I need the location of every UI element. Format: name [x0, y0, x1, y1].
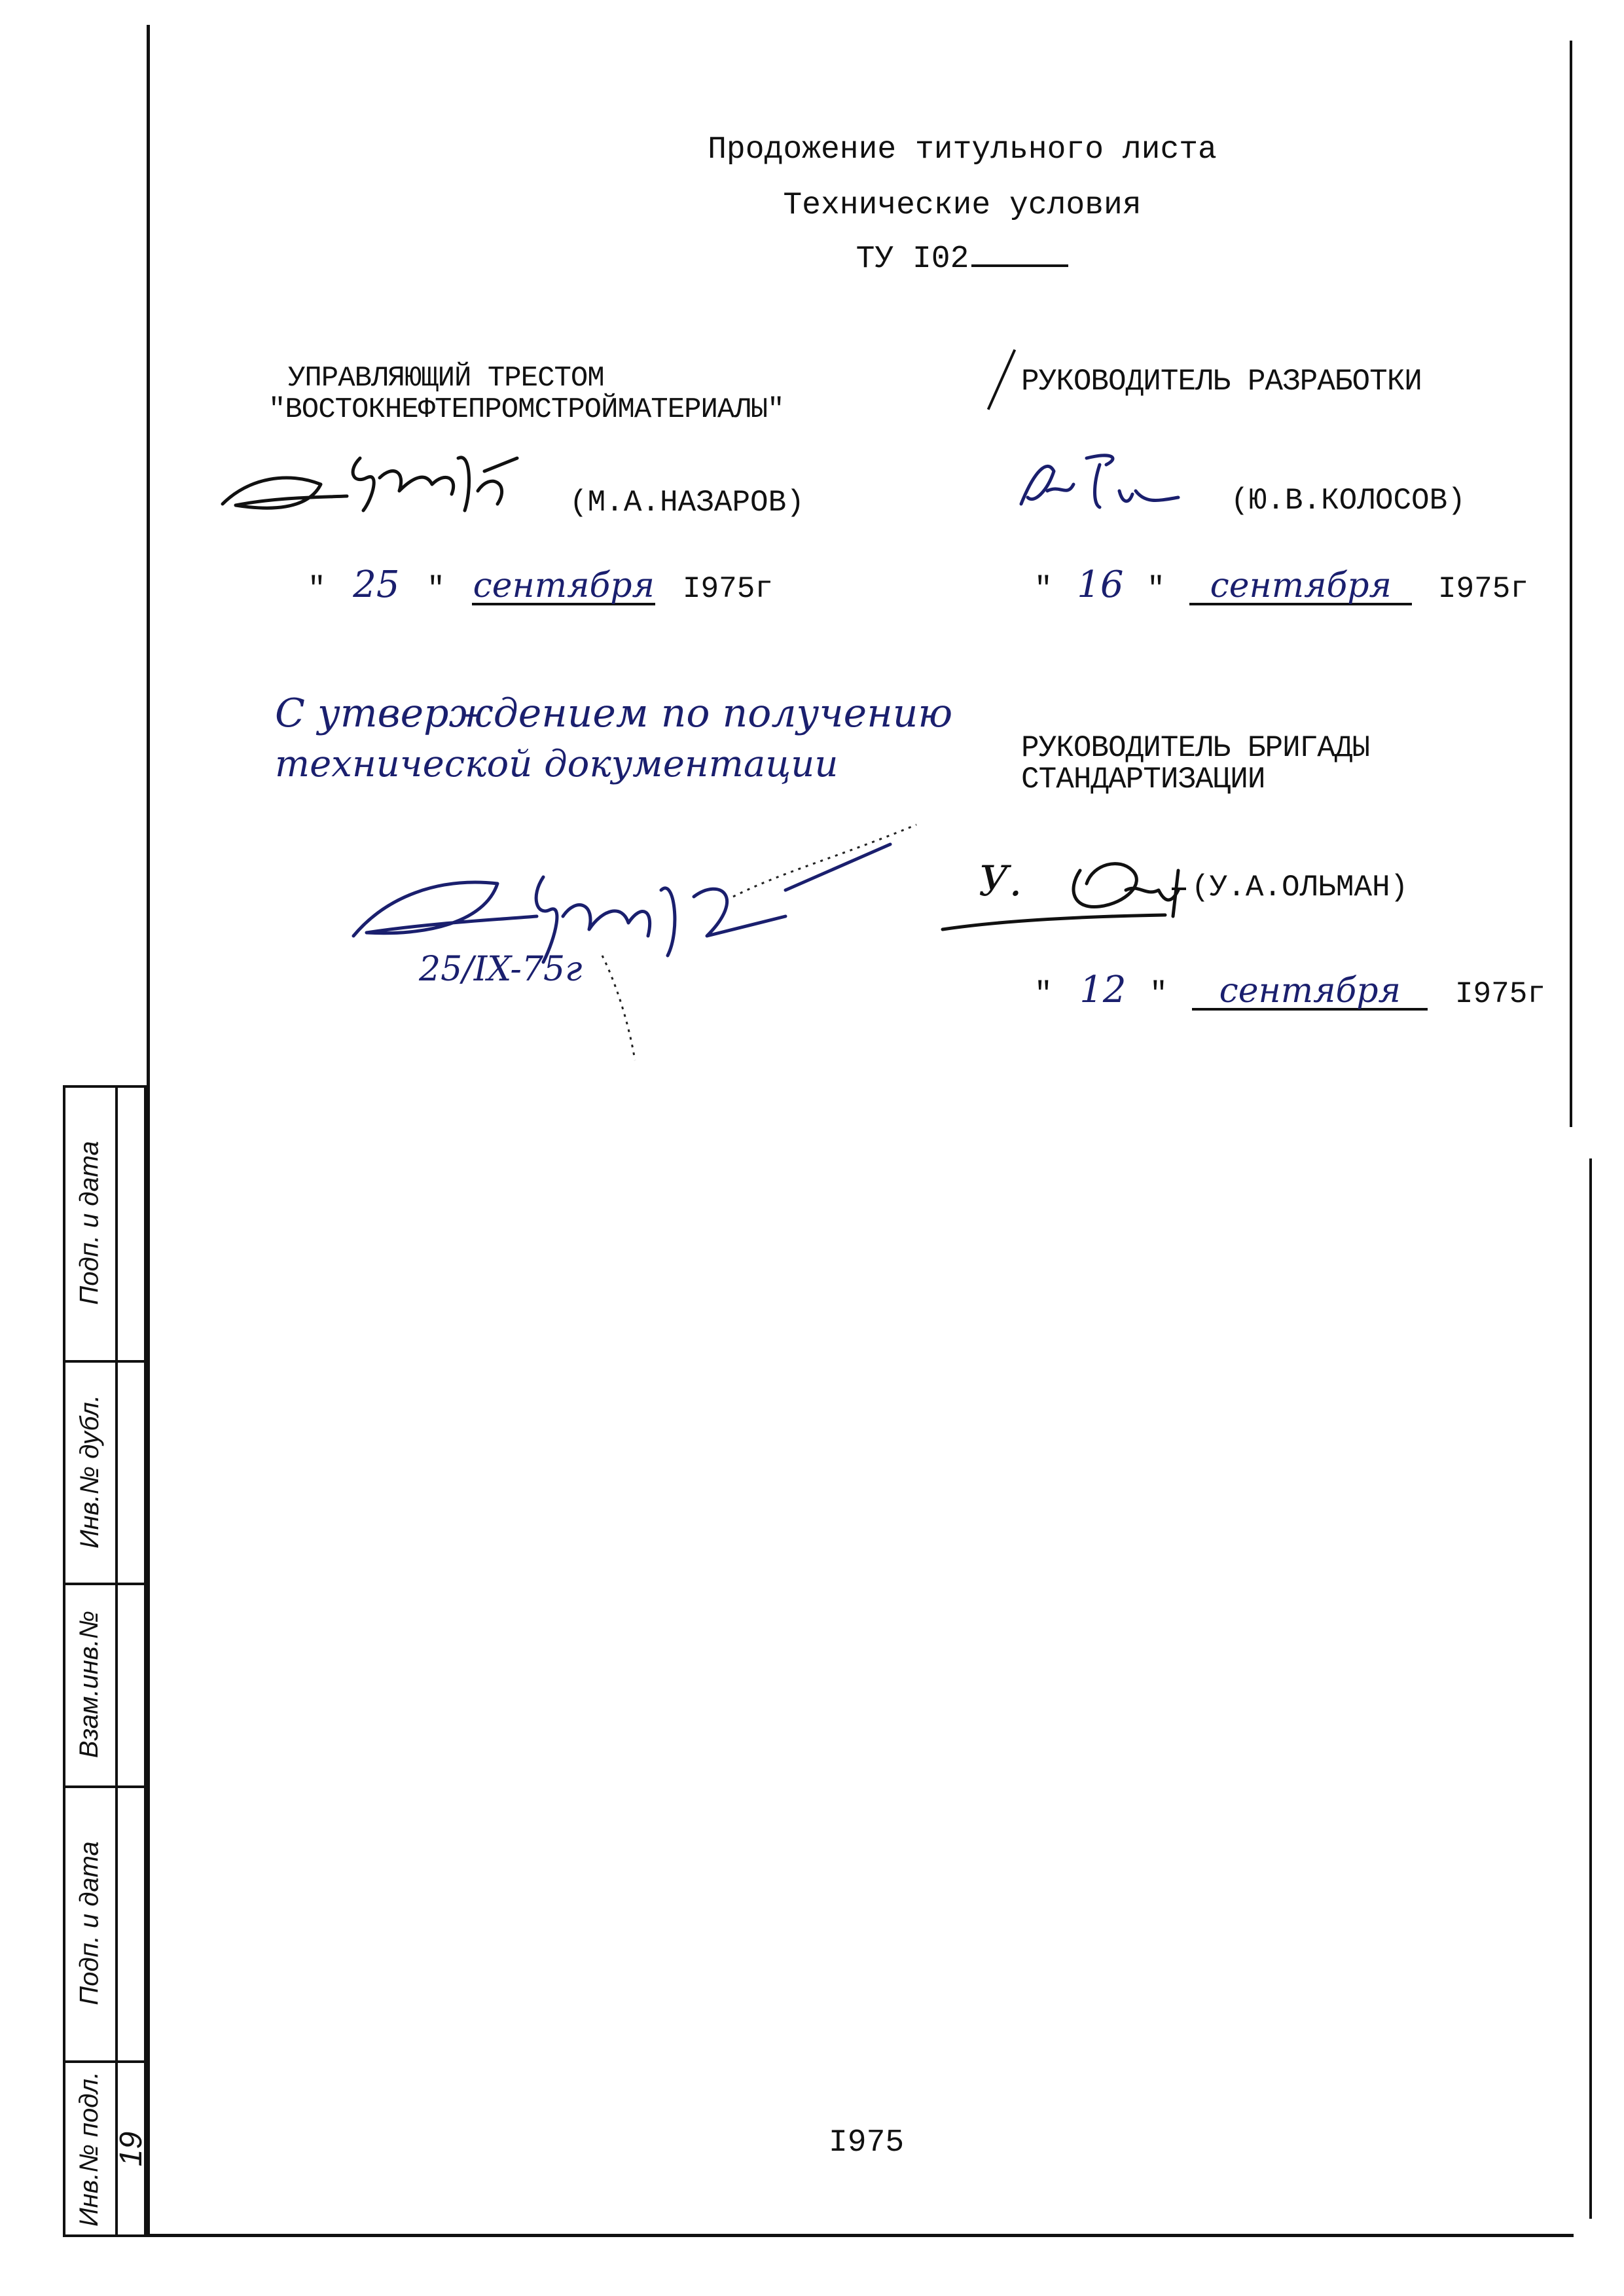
inv-value: 19 — [114, 2131, 149, 2166]
header-line-1: Продожение титульного листа — [708, 132, 1217, 168]
right1-date-month: сентября — [1189, 569, 1412, 605]
right2-title-2: СТАНДАРТИЗАЦИИ — [1021, 762, 1265, 797]
left-date-year: I975г — [682, 572, 773, 606]
side-stamp — [63, 1085, 147, 2237]
left-date-day: 25 — [353, 564, 400, 606]
side-label-2: Инв.№ дубл. — [75, 1394, 104, 1549]
right2-date — [1034, 969, 1545, 1011]
right2-date-month: сентября — [1192, 974, 1428, 1011]
page-frame — [147, 25, 1574, 2237]
left-title-1: УПРАВЛЯЮЩИЙ ТРЕСТОМ — [288, 362, 604, 395]
nazarov-signature — [209, 432, 615, 537]
right2-date-quote-close: " — [1149, 977, 1168, 1011]
note-date: 25/IX-75г — [419, 950, 583, 989]
note-line-1: С утверждением по получению — [275, 691, 953, 736]
right2-title-1: РУКОВОДИТЕЛЬ БРИГАДЫ — [1021, 731, 1370, 765]
right2-date-year: I975г — [1454, 977, 1545, 1011]
header-line-3 — [674, 243, 1250, 275]
tu-number: ТУ I02 — [856, 242, 969, 277]
side-label-3: Взам.инв.№ — [75, 1610, 104, 1758]
side-label-5: Инв.№ подл. — [75, 2071, 104, 2227]
olman-signature — [929, 844, 1224, 936]
right1-name: (Ю.В.КОЛОСОВ) — [1231, 484, 1466, 518]
left-title-2: "ВОСТОКНЕФТЕПРОМСТРОЙМАТЕРИАЛЫ" — [268, 393, 784, 426]
right1-date-day: 16 — [1077, 564, 1124, 606]
header-line-2: Технические условия — [783, 188, 1142, 223]
left-name: (М.А.НАЗАРОВ) — [569, 486, 804, 520]
approval-signature — [327, 798, 956, 1073]
left-date-quote-close: " — [427, 572, 445, 606]
right2-name: (У.А.ОЛЬМАН) — [1191, 870, 1409, 905]
right2-date-day: 12 — [1079, 969, 1127, 1011]
dash-mark — [1172, 888, 1186, 890]
left-date-month: сентября — [473, 566, 655, 605]
right1-date-quote-close: " — [1147, 572, 1165, 606]
olman-initial: У. — [979, 857, 1022, 906]
tu-blank — [971, 245, 1068, 267]
side-label-4: Подп. и дата — [75, 1840, 104, 2005]
right1-title: РУКОВОДИТЕЛЬ РАЗРАБОТКИ — [1021, 365, 1422, 399]
right1-date — [1034, 564, 1528, 606]
frame-right-edge-lower — [1589, 1158, 1592, 2219]
side-label-1: Подп. и дата — [75, 1140, 104, 1305]
left-date-quote-open: " — [308, 572, 326, 606]
right1-date-quote-open: " — [1034, 572, 1053, 606]
note-line-2: технической документации — [275, 743, 839, 785]
kolosov-signature — [1008, 445, 1204, 524]
right2-date-quote-open: " — [1034, 977, 1053, 1011]
left-date — [308, 564, 773, 606]
frame-right-edge — [1570, 41, 1572, 1127]
footer-year: I975 — [829, 2125, 905, 2161]
right1-date-year: I975г — [1437, 572, 1528, 606]
